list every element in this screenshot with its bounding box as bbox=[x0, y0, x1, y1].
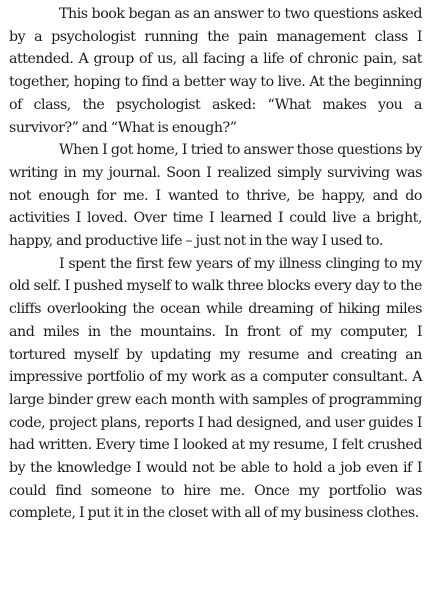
paragraph-2: When I got home, I tried to answer those questions by writing in my journal. Soon I realized simply surviving was not enough for me. I wanted to thrive, be happy, and do activities I loved. Over time I learned I could live a bright, happy, and productive life – just not in the way I used to. bbox=[9, 142, 422, 250]
paragraph-3: I spent the first few years of my illness clinging to my old self. I pushed myself to walk three blocks every day to the cliffs overlooking the ocean while dreaming of hiking miles and miles in the mountains. In front of my computer, I tortured myself by updating my resume and creating an impressive portfolio of my work as a computer consultant. A large binder grew each month with samples of programming code, project plans, reports I had designed, and user guides I had written. Every time I looked at my resume, I felt crushed by the knowledge I would not be able to hold a job even if I could find someone to hire me. Once my portfolio was complete, I put it in the closet with all of my business clothes. bbox=[9, 255, 422, 522]
document-page bbox=[9, 3, 422, 525]
paragraph-1: This book began as an answer to two questions asked by a psychologist running the pain management class I attended. A group of us, all facing a life of chronic pain, sat together, hoping to find a better way to live. At the beginning of class, the psychologist asked: “What makes you a survivor?” and “What is enough?” bbox=[9, 6, 422, 136]
